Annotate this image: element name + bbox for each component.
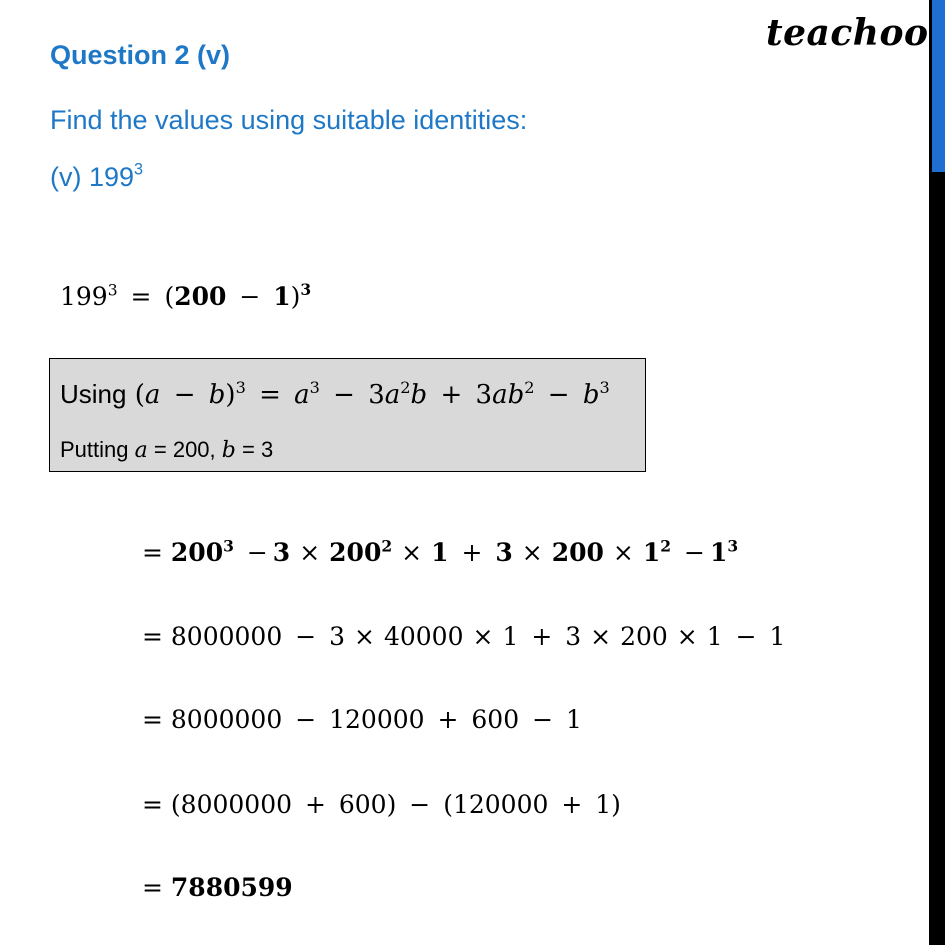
question-part-label: (v) 199	[50, 162, 135, 192]
term: 1)	[595, 790, 621, 819]
final-answer: = 7880599	[142, 873, 293, 902]
step-evaluated: = 8000000 − 3 × 40000 × 1 + 3 × 200 × 1 − 1	[142, 622, 786, 651]
step-grouped: = (8000000 + 600) − (120000 + 1)	[142, 790, 621, 819]
expression-rewrite: $199^3 = (200 - 1)^3$	[60, 280, 312, 311]
scrollbar-thumb[interactable]	[932, 0, 945, 172]
term: 600)	[338, 790, 397, 819]
term: 8000000	[170, 705, 283, 734]
term: 120000	[329, 705, 425, 734]
step-simplified: = 8000000 − 120000 + 600 − 1	[142, 705, 582, 734]
term: 8000000	[170, 622, 283, 651]
b-value: 3	[260, 437, 274, 462]
term: 3	[565, 622, 582, 651]
term: 3	[329, 622, 346, 651]
term: 1	[706, 622, 723, 651]
term: (8000000	[170, 790, 292, 819]
term: 1	[769, 622, 786, 651]
question-title: Question 2 (v)	[50, 40, 231, 70]
term: 200	[620, 622, 668, 651]
term: 1	[565, 705, 582, 734]
term: 40000	[383, 622, 464, 651]
question-part-exponent: 3	[134, 160, 144, 179]
answer-value: 7880599	[170, 873, 293, 902]
term: (120000	[443, 790, 549, 819]
teachoo-logo: teachoo	[766, 12, 929, 54]
identity-box	[49, 358, 646, 472]
substitution-note: Putting a = 200, b = 3	[60, 437, 274, 463]
term: 1	[502, 622, 519, 651]
term: 600	[471, 705, 520, 734]
step-expansion: = $200^3 - 3 \times 200^2 \times 1 + 3 \times 200 \times 1^2 - 1^3$	[142, 536, 739, 567]
a-value: 200	[172, 437, 210, 462]
question-text: Find the values using suitable identities:	[50, 105, 528, 135]
question-part	[50, 162, 143, 193]
using-label: Using	[60, 379, 127, 409]
putting-label: Putting	[60, 437, 129, 462]
identity-formula: Using $(a - b)^3 = a^3 - 3a^2b + 3ab^2 - b^3$	[60, 378, 610, 410]
